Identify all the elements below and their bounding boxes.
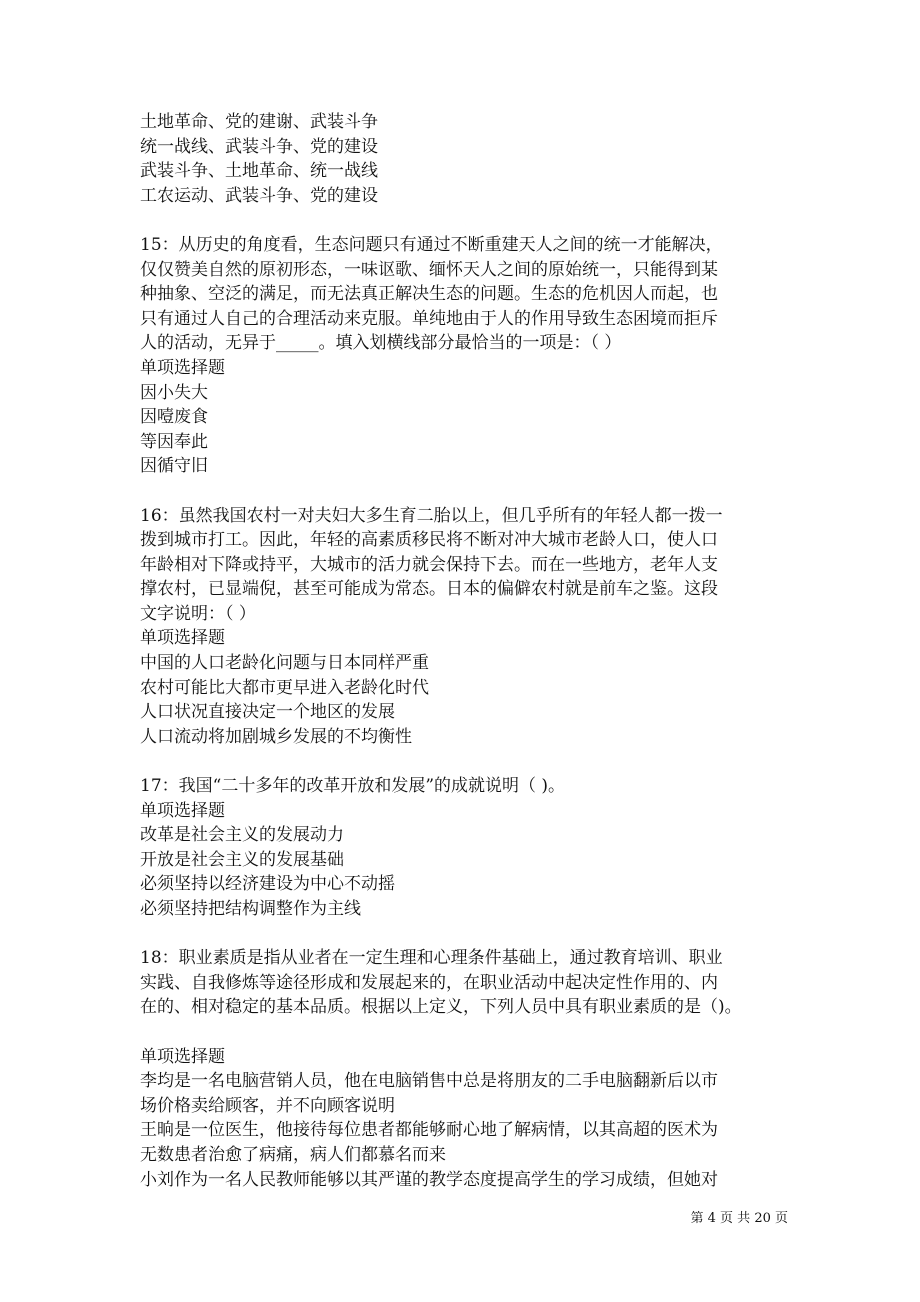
option-line: 李均是一名电脑营销人员，他在电脑销售中总是将朋友的二手电脑翻新后以市	[140, 1071, 718, 1092]
option-a: 因小失大	[140, 382, 208, 403]
option-c: 武装斗争、土地革命、统一战线	[140, 161, 378, 182]
option-b: 开放是社会主义的发展基础	[140, 849, 344, 870]
question-18	[140, 946, 790, 1192]
option-line: 小刘作为一名人民教师能够以其严谨的教学态度提高学生的学习成绩，但她对	[140, 1169, 718, 1190]
question-stem-line: 15：从历史的角度看，生态问题只有通过不断重建天人之间的统一才能解决，	[140, 234, 723, 255]
option-a: 土地革命、党的建谢、武装斗争	[140, 112, 378, 132]
option-b: 统一战线、武装斗争、党的建设	[140, 136, 378, 157]
question-type: 单项选择题	[140, 1046, 225, 1067]
question-17	[140, 774, 790, 922]
page-number: 第 4 页 共 20 页	[690, 1211, 788, 1226]
prev-question-options	[140, 110, 790, 208]
question-stem-line: 17：我国“二十多年的改革开放和发展”的成就说明（ )。	[140, 776, 566, 797]
question-stem-line: 文字说明：（ ）	[140, 603, 256, 624]
question-type: 单项选择题	[140, 628, 225, 649]
question-15	[140, 233, 790, 479]
question-stem-line: 拨到城市打工。因此，年轻的高素质移民将不断对冲大城市老龄人口，使人口	[140, 530, 718, 551]
page-content	[140, 110, 790, 1192]
option-d: 工农运动、武装斗争、党的建设	[140, 185, 378, 206]
question-stem-line: 18：职业素质是指从业者在一定生理和心理条件基础上，通过教育培训、职业	[140, 948, 723, 969]
question-type: 单项选择题	[140, 357, 225, 378]
option-b: 农村可能比大都市更早进入老龄化时代	[140, 677, 429, 698]
question-stem-line: 实践、自我修炼等途径形成和发展起来的，在职业活动中起决定性作用的、内	[140, 972, 718, 993]
question-stem-line: 仅仅赞美自然的原初形态，一味讴歌、缅怀天人之间的原始统一，只能得到某	[140, 259, 718, 280]
question-stem-line: 人的活动，无异于_____。填入划横线部分最恰当的一项是：（ ）	[140, 333, 622, 354]
question-stem-line: 在的、相对稳定的基本品质。根据以上定义，下列人员中具有职业素质的是（)。	[140, 997, 742, 1018]
option-line: 场价格卖给顾客，并不向顾客说明	[140, 1095, 395, 1116]
option-d: 人口流动将加剧城乡发展的不均衡性	[140, 726, 412, 747]
option-line: 王晌是一位医生，他接待每位患者都能够耐心地了解病情，以其高超的医术为	[140, 1120, 718, 1141]
question-stem-line: 撑农村，已显端倪，甚至可能成为常态。日本的偏僻农村就是前车之鉴。这段	[140, 579, 718, 600]
option-d: 因循守旧	[140, 456, 208, 477]
question-stem-line: 16：虽然我国农村一对夫妇大多生育二胎以上，但几乎所有的年轻人都一拨一	[140, 505, 723, 526]
question-type: 单项选择题	[140, 800, 225, 821]
option-line: 无数患者治愈了病痛，病人们都慕名而来	[140, 1144, 446, 1165]
question-stem-line: 年龄相对下降或持平，大城市的活力就会保持下去。而在一些地方，老年人支	[140, 554, 718, 575]
option-c: 等因奉此	[140, 431, 208, 452]
option-c: 必须坚持以经济建设为中心不动摇	[140, 874, 395, 895]
option-c: 人口状况直接决定一个地区的发展	[140, 702, 395, 723]
question-16	[140, 504, 790, 750]
option-a: 改革是社会主义的发展动力	[140, 825, 344, 846]
question-stem-line: 种抽象、空泛的满足，而无法真正解决生态的问题。生态的危机因人而起，也	[140, 284, 718, 305]
question-stem-line: 只有通过人自己的合理活动来克服。单纯地由于人的作用导致生态困境而拒斥	[140, 308, 718, 329]
option-d: 必须坚持把结构调整作为主线	[140, 899, 361, 919]
option-a: 中国的人口老龄化问题与日本同样严重	[140, 653, 429, 674]
option-b: 因噎废食	[140, 407, 208, 428]
